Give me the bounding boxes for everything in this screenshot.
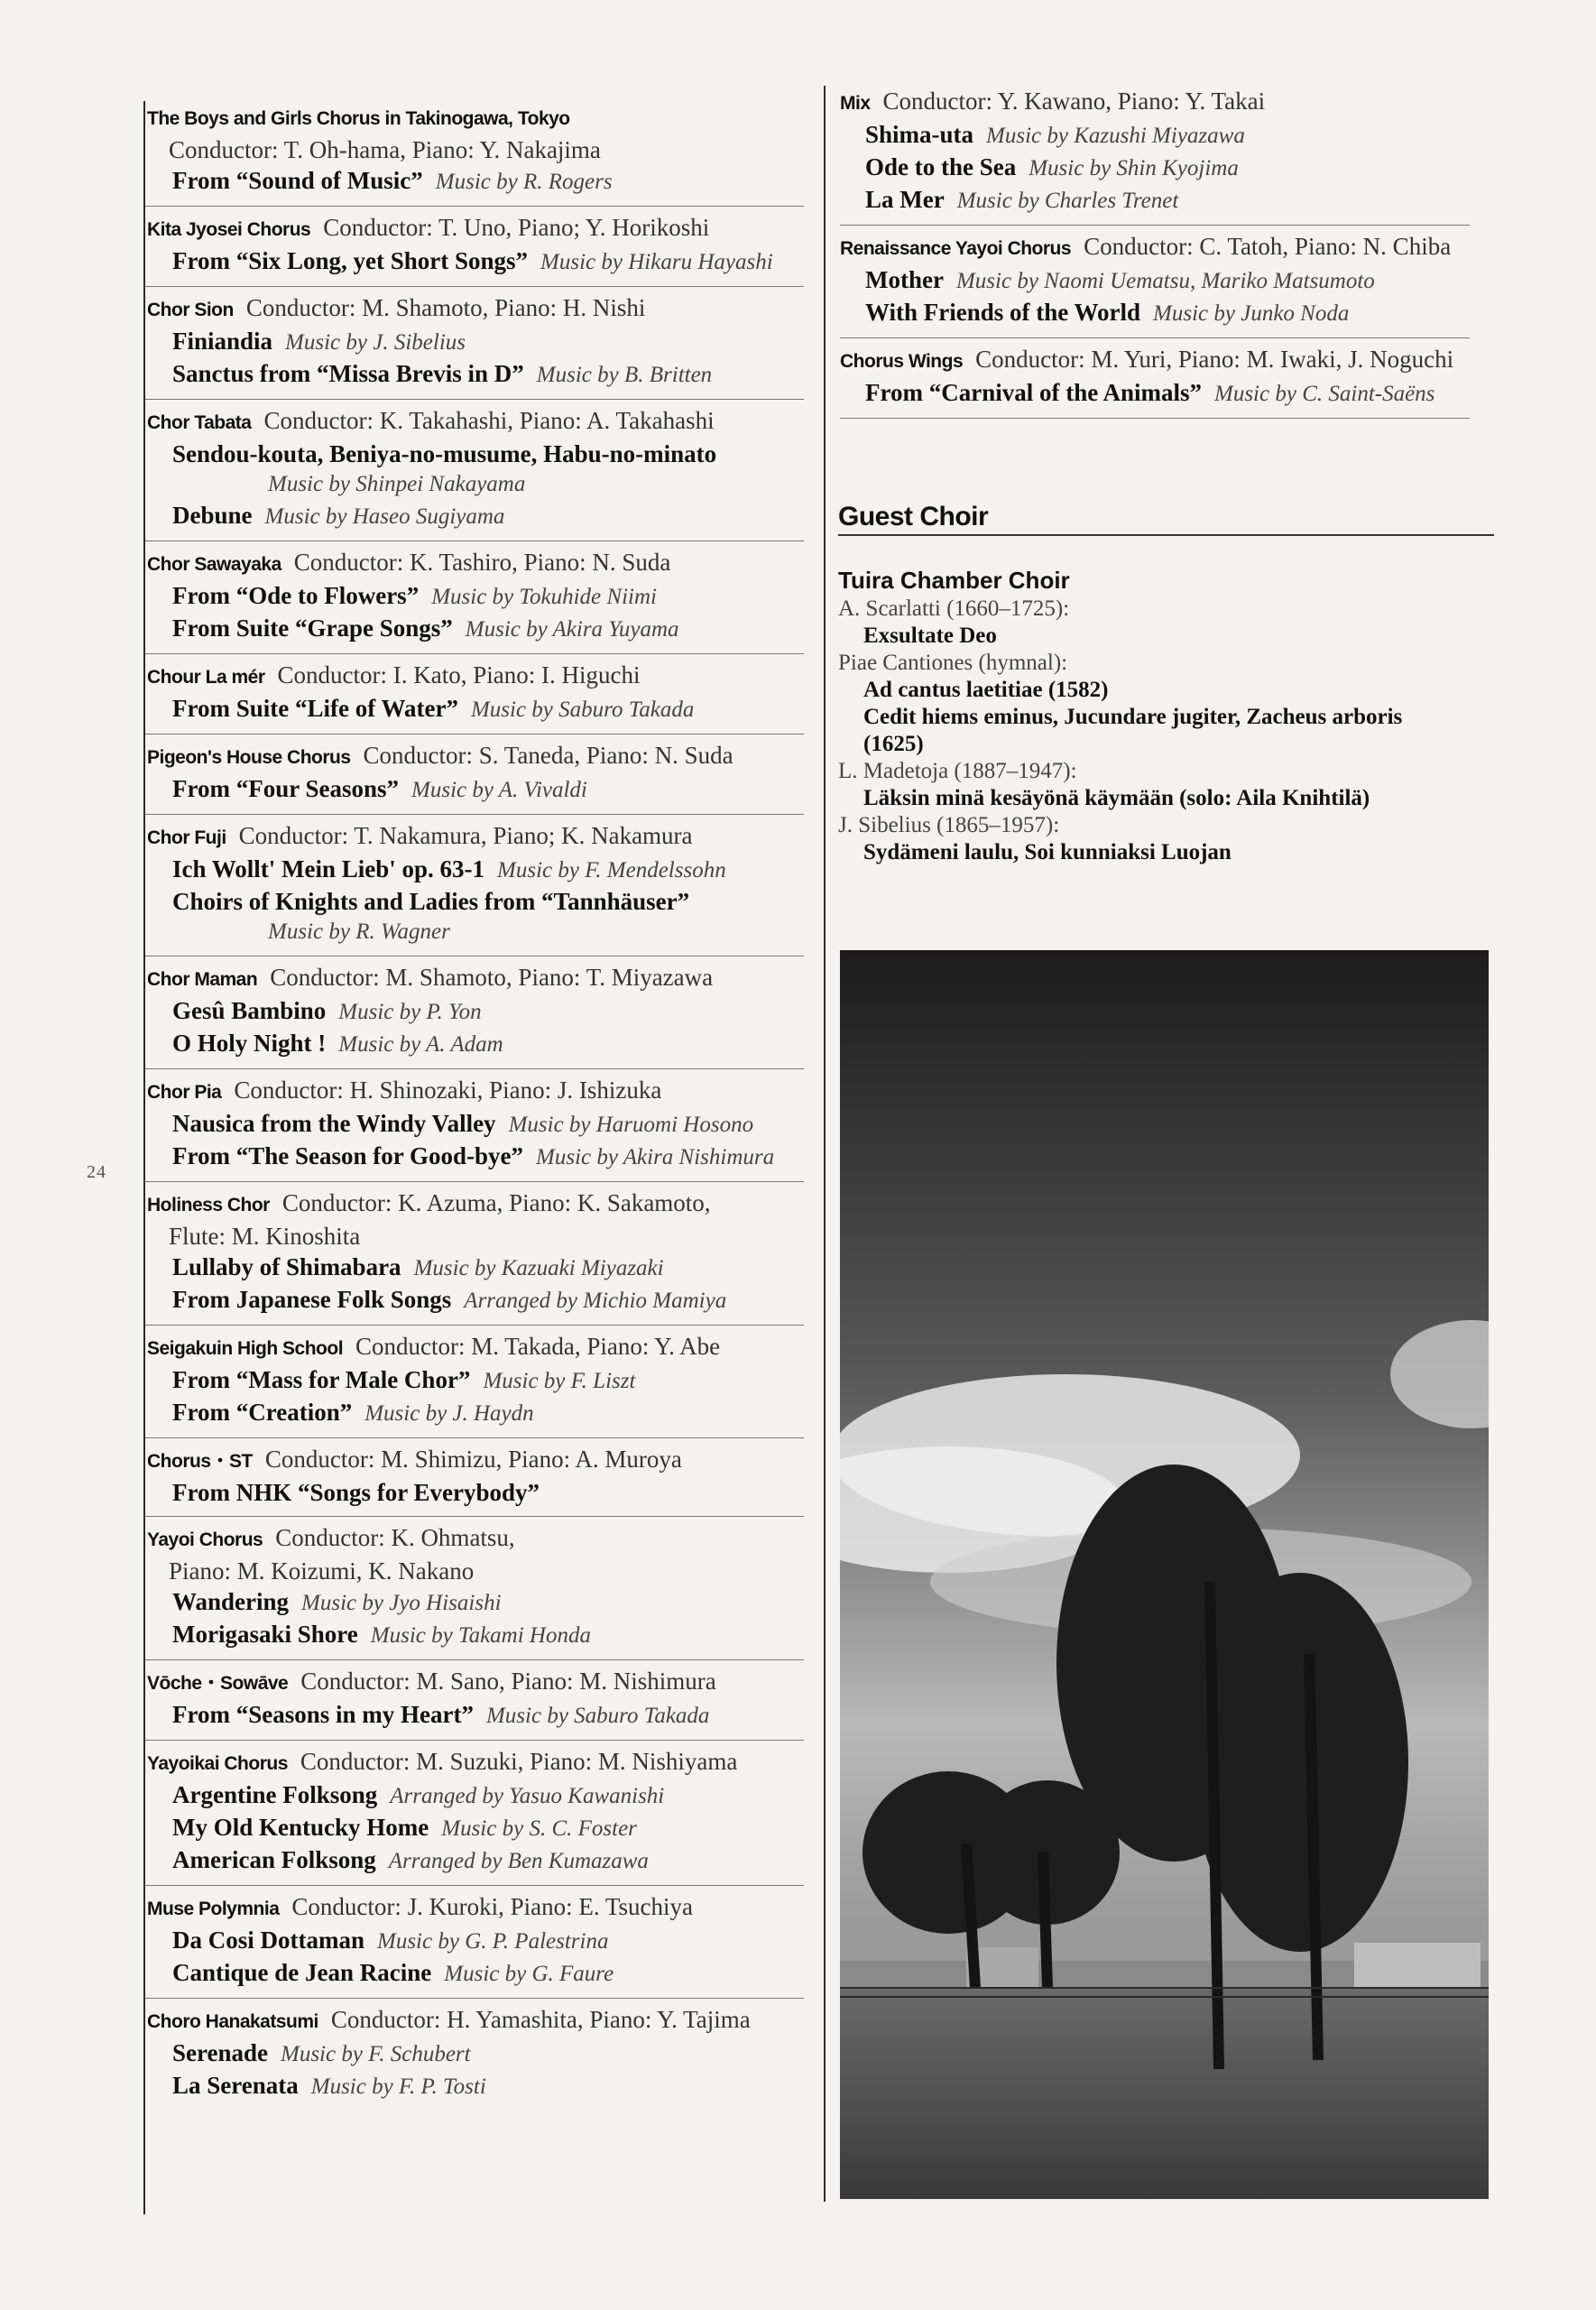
- piece-title: From “Four Seasons”: [172, 775, 400, 802]
- guest-piece: Läksin minä kesäyönä käymään (solo: Aila Knihtilä): [863, 786, 1370, 810]
- choir-header: [147, 547, 804, 580]
- piece-composer: Music by P. Yon: [338, 1000, 482, 1024]
- choir-entry: [145, 956, 804, 1069]
- choir-name: Pigeon's House Chorus: [147, 747, 351, 768]
- piece-row: [147, 1619, 804, 1651]
- piece-title: From Suite “Grape Songs”: [172, 614, 453, 642]
- piece-row: [840, 377, 1470, 410]
- trees-photo-image: [840, 950, 1489, 2199]
- choir-header: [840, 86, 1470, 119]
- choir-header: [147, 1444, 804, 1477]
- choir-entry: [145, 1886, 804, 1999]
- choir-extra-credits: Piano: M. Koizumi, K. Nakano: [169, 1557, 475, 1585]
- choir-entry: [145, 101, 804, 207]
- piece-title: My Old Kentucky Home: [172, 1814, 429, 1841]
- choir-credits: Conductor: K. Tashiro, Piano: N. Suda: [293, 549, 671, 576]
- trees-photograph: [840, 950, 1489, 2199]
- choir-header: [147, 1075, 804, 1108]
- choir-credits: Conductor: M. Suzuki, Piano: M. Nishiyama: [300, 1748, 738, 1775]
- choir-name: Chor Tabata: [147, 412, 252, 433]
- guest-piece: Sydämeni laulu, Soi kunniaksi Luojan: [863, 840, 1232, 864]
- left-column: [143, 101, 831, 2214]
- choir-credits: Conductor: H. Shinozaki, Piano: J. Ishizuka: [234, 1076, 662, 1104]
- choir-entry: [145, 1182, 804, 1326]
- piece-title: O Holy Night !: [172, 1030, 327, 1057]
- piece-row: [147, 854, 804, 886]
- guest-choir-program: [838, 565, 1506, 866]
- choir-header: [147, 212, 804, 245]
- choir-header: [147, 1891, 804, 1925]
- piece-composer: Music by F. Liszt: [483, 1369, 636, 1393]
- choir-credits: Conductor: M. Shimizu, Piano: A. Muroya: [264, 1446, 682, 1473]
- choir-entry: [145, 1326, 804, 1438]
- choir-name: Chor Sawayaka: [147, 554, 281, 575]
- choir-credits: Conductor: M. Sano, Piano: M. Nishimura: [300, 1668, 716, 1695]
- guest-piece: Cedit hiems eminus, Jucundare jugiter, Zacheus arboris: [863, 705, 1403, 729]
- choir-header: [147, 405, 804, 439]
- choir-entry: [840, 86, 1470, 226]
- piece-row: [147, 245, 804, 278]
- piece-title: With Friends of the World: [865, 299, 1141, 326]
- choir-entry: [145, 1999, 804, 2111]
- piece-title: La Serenata: [172, 2072, 299, 2099]
- piece-title: Ich Wollt' Mein Lieb' op. 63-1: [172, 855, 485, 882]
- guest-piece: Ad cantus laetitiae (1582): [863, 678, 1109, 702]
- choir-credits: Conductor: M. Shamoto, Piano: T. Miyazawa: [270, 964, 714, 991]
- choir-header: [147, 820, 804, 854]
- piece-title: Sanctus from “Missa Brevis in D”: [172, 360, 524, 387]
- choir-credits: Conductor: M. Shamoto, Piano: H. Nishi: [245, 294, 646, 321]
- piece-title: Debune: [172, 502, 253, 529]
- piece-row: [840, 264, 1470, 297]
- choir-name: Renaissance Yayoi Chorus: [840, 238, 1072, 259]
- piece-row: [147, 1699, 804, 1732]
- choir-credits: Conductor: T. Uno, Piano; Y. Horikoshi: [323, 214, 710, 241]
- choir-name: Chor Pia: [147, 1082, 222, 1103]
- piece-title: Finiandia: [172, 328, 273, 355]
- choir-header: [147, 1522, 804, 1556]
- choir-entry: [145, 207, 804, 287]
- piece-title: From “The Season for Good-bye”: [172, 1142, 524, 1169]
- choir-header: [840, 231, 1470, 264]
- piece-composer: Music by R. Rogers: [435, 170, 613, 194]
- choir-credits: Conductor: M. Takada, Piano: Y. Abe: [355, 1333, 721, 1360]
- piece-title: Gesû Bambino: [172, 997, 327, 1024]
- choir-name: Chorus Wings: [840, 351, 964, 372]
- piece-title: From Suite “Life of Water”: [172, 695, 458, 722]
- piece-title: From “Ode to Flowers”: [172, 582, 420, 609]
- choir-credits: Conductor: J. Kuroki, Piano: E. Tsuchiya: [291, 1893, 693, 1920]
- piece-composer: Music by Akira Yuyama: [465, 617, 679, 642]
- piece-row: [147, 1364, 804, 1397]
- piece-title: From Japanese Folk Songs: [172, 1286, 452, 1313]
- piece-row: [147, 1812, 804, 1844]
- choir-entry: [840, 338, 1470, 419]
- piece-composer: Music by Jyo Hisaishi: [301, 1591, 502, 1615]
- piece-title: From “Six Long, yet Short Songs”: [172, 247, 529, 274]
- piece-title: Ode to the Sea: [865, 153, 1017, 180]
- piece-row: [840, 297, 1470, 329]
- choir-entry: [145, 541, 804, 654]
- choir-header: [840, 344, 1470, 377]
- piece-row: [147, 613, 804, 645]
- piece-title: Sendou-kouta, Beniya-no-musume, Habu-no-minato: [172, 440, 717, 467]
- choir-entry: [145, 1660, 804, 1741]
- piece-row: [147, 439, 804, 469]
- piece-composer: Music by Kazushi Miyazawa: [986, 124, 1245, 148]
- choir-name: Chorus・ST: [147, 1451, 253, 1472]
- piece-composer: Music by Shin Kyojima: [1029, 156, 1239, 180]
- choir-header: [147, 962, 804, 995]
- guest-composer: J. Sibelius (1865–1957):: [838, 813, 1060, 837]
- choir-entry: [145, 1517, 804, 1660]
- choir-credits: Conductor: K. Takahashi, Piano: A. Takahashi: [263, 407, 715, 434]
- piece-composer: Music by Kazuaki Miyazaki: [413, 1256, 664, 1280]
- piece-title: Lullaby of Shimabara: [172, 1253, 401, 1280]
- guest-piece: Exsultate Deo: [863, 624, 997, 648]
- piece-title: Serenade: [172, 2039, 268, 2066]
- guest-composer: Piae Cantiones (hymnal):: [838, 651, 1068, 675]
- piece-title: Wandering: [172, 1588, 290, 1615]
- choir-credits: Conductor: Y. Kawano, Piano: Y. Takai: [882, 88, 1266, 115]
- choir-name: Seigakuin High School: [147, 1338, 344, 1359]
- choir-name: Chor Sion: [147, 300, 234, 320]
- guest-composer: L. Madetoja (1887–1947):: [838, 759, 1077, 783]
- piece-composer: Music by F. P. Tosti: [310, 2074, 486, 2099]
- piece-row: [147, 358, 804, 391]
- choir-credits: Conductor: M. Yuri, Piano: M. Iwaki, J. Noguchi: [975, 346, 1454, 373]
- piece-row: [147, 165, 804, 198]
- choir-name: Chor Maman: [147, 969, 258, 990]
- choir-entry: [145, 654, 804, 735]
- piece-row: [147, 1141, 804, 1173]
- piece-row: [840, 184, 1470, 217]
- choir-name: Kita Jyosei Chorus: [147, 219, 311, 240]
- piece-composer: Music by G. Faure: [444, 1962, 614, 1986]
- choir-header: [147, 1746, 804, 1779]
- piece-title: From “Mass for Male Chor”: [172, 1366, 471, 1393]
- piece-composer: Music by Saburo Takada: [485, 1704, 710, 1728]
- piece-composer: Music by Haruomi Hosono: [508, 1113, 754, 1137]
- piece-composer: Music by Akira Nishimura: [536, 1145, 775, 1169]
- piece-title: From “Seasons in my Heart”: [172, 1701, 474, 1728]
- choir-header: [147, 660, 804, 693]
- choir-header: [147, 1666, 804, 1699]
- piece-title: Argentine Folksong: [172, 1781, 378, 1808]
- choir-entry: [145, 1741, 804, 1886]
- choir-header: [147, 292, 804, 326]
- choir-name: Chor Fuji: [147, 827, 226, 848]
- choir-header: [147, 2004, 804, 2037]
- piece-row: [147, 1284, 804, 1317]
- piece-row: [840, 152, 1470, 184]
- piece-composer: Music by R. Wagner: [268, 919, 450, 944]
- piece-composer: Music by Tokuhide Niimi: [431, 585, 657, 609]
- piece-row: [147, 1844, 804, 1877]
- piece-composer: Music by A. Adam: [338, 1032, 503, 1057]
- piece-title: From NHK “Songs for Everybody”: [172, 1479, 540, 1506]
- piece-composer: Music by G. P. Palestrina: [377, 1929, 609, 1954]
- piece-composer: Music by B. Britten: [536, 363, 713, 387]
- choir-entry: [145, 287, 804, 400]
- piece-row: [147, 773, 804, 806]
- choir-name: Mix: [840, 93, 871, 114]
- piece-title: Choirs of Knights and Ladies from “Tannhäuser”: [172, 888, 690, 915]
- piece-composer: Music by A. Vivaldi: [411, 778, 587, 802]
- piece-composer: Music by Junko Noda: [1153, 301, 1350, 326]
- choir-name: Vōche・Sowāve: [147, 1673, 289, 1694]
- piece-title: American Folksong: [172, 1846, 376, 1873]
- choir-name: Yayoi Chorus: [147, 1529, 263, 1550]
- choir-credits: Conductor: K. Azuma, Piano: K. Sakamoto,: [281, 1189, 711, 1216]
- choir-name: Choro Hanakatsumi: [147, 2011, 318, 2032]
- choir-credits: Conductor: S. Taneda, Piano: N. Suda: [363, 742, 733, 769]
- piece-title: Mother: [865, 266, 944, 293]
- choir-name: The Boys and Girls Chorus in Takinogawa, Tokyo: [147, 108, 570, 129]
- piece-composer: Arranged by Ben Kumazawa: [388, 1849, 649, 1873]
- choir-credits: Conductor: H. Yamashita, Piano: Y. Tajima: [330, 2006, 751, 2033]
- piece-composer: Music by J. Haydn: [364, 1401, 534, 1426]
- piece-row: [147, 1028, 804, 1060]
- choir-extra-credits: Flute: M. Kinoshita: [169, 1223, 361, 1250]
- piece-row: [147, 1397, 804, 1429]
- piece-composer: Music by J. Sibelius: [285, 330, 466, 355]
- piece-composer: Music by S. C. Foster: [441, 1816, 637, 1841]
- piece-composer: Music by Saburo Takada: [470, 698, 695, 722]
- piece-title: Nausica from the Windy Valley: [172, 1110, 496, 1137]
- choir-entry: [145, 1069, 804, 1182]
- piece-row: [840, 119, 1470, 152]
- piece-row: [147, 2070, 804, 2102]
- choir-header: [147, 740, 804, 773]
- piece-row: [147, 580, 804, 613]
- piece-row: [147, 995, 804, 1028]
- choir-header: [147, 1187, 804, 1221]
- piece-row: [147, 886, 804, 917]
- piece-title: La Mer: [865, 186, 945, 213]
- piece-composer: Music by Haseo Sugiyama: [264, 504, 505, 529]
- guest-composer: A. Scarlatti (1660–1725):: [838, 596, 1070, 621]
- guest-choir-heading: Guest Choir: [838, 502, 1494, 536]
- piece-composer: Music by F. Mendelssohn: [497, 858, 726, 882]
- choir-credits: Conductor: C. Tatoh, Piano: N. Chiba: [1084, 233, 1452, 260]
- choir-header: [147, 101, 804, 134]
- piece-row: [147, 1779, 804, 1812]
- piece-title: Shima-uta: [865, 121, 974, 148]
- piece-row: [147, 1957, 804, 1990]
- piece-composer: Music by Hikaru Hayashi: [540, 250, 773, 274]
- choir-credits: Conductor: T. Nakamura, Piano; K. Nakamura: [238, 822, 693, 849]
- piece-row: [147, 693, 804, 725]
- piece-composer: Music by Shinpei Nakayama: [268, 472, 526, 496]
- piece-composer: Music by F. Schubert: [281, 2042, 471, 2066]
- choir-credits: Conductor: T. Oh-hama, Piano: Y. Nakajima: [169, 136, 601, 163]
- choir-entry: [840, 226, 1470, 338]
- piece-composer: Arranged by Michio Mamiya: [464, 1289, 727, 1313]
- choir-name: Holiness Chor: [147, 1195, 270, 1215]
- piece-title: Morigasaki Shore: [172, 1621, 358, 1648]
- piece-title: Cantique de Jean Racine: [172, 1959, 432, 1986]
- piece-composer: Music by Charles Trenet: [956, 189, 1179, 213]
- piece-row: [147, 1108, 804, 1141]
- piece-row: [147, 326, 804, 358]
- piece-composer: Music by C. Saint-Saëns: [1214, 382, 1435, 406]
- choir-entry: [145, 400, 804, 541]
- guest-piece: (1625): [863, 732, 924, 756]
- piece-composer: Arranged by Yasuo Kawanishi: [390, 1784, 665, 1808]
- piece-composer: Music by Naomi Uematsu, Mariko Matsumoto: [955, 269, 1375, 293]
- piece-title: Da Cosi Dottaman: [172, 1927, 364, 1954]
- piece-row: [147, 1477, 804, 1508]
- piece-row: [147, 1252, 804, 1284]
- page-number: 24: [87, 1162, 106, 1182]
- choir-entry: [145, 1438, 804, 1517]
- choir-name: Muse Polymnia: [147, 1899, 280, 1919]
- guest-choir-name: Tuira Chamber Choir: [838, 567, 1070, 594]
- piece-title: From “Carnival of the Animals”: [865, 379, 1202, 406]
- piece-row: [147, 1925, 804, 1957]
- choir-header: [147, 1331, 804, 1364]
- choir-credits: Conductor: I. Kato, Piano: I. Higuchi: [277, 661, 641, 688]
- piece-title: From “Sound of Music”: [172, 167, 423, 194]
- piece-row: [147, 2037, 804, 2070]
- choir-entry: [145, 815, 804, 956]
- choir-credits: Conductor: K. Ohmatsu,: [275, 1524, 515, 1551]
- choir-entry: [145, 735, 804, 815]
- choir-name: Yayoikai Chorus: [147, 1753, 288, 1774]
- piece-row: [147, 500, 804, 532]
- choir-name: Chour La mér: [147, 667, 265, 688]
- piece-title: From “Creation”: [172, 1399, 353, 1426]
- piece-row: [147, 1586, 804, 1619]
- piece-composer: Music by Takami Honda: [370, 1623, 591, 1648]
